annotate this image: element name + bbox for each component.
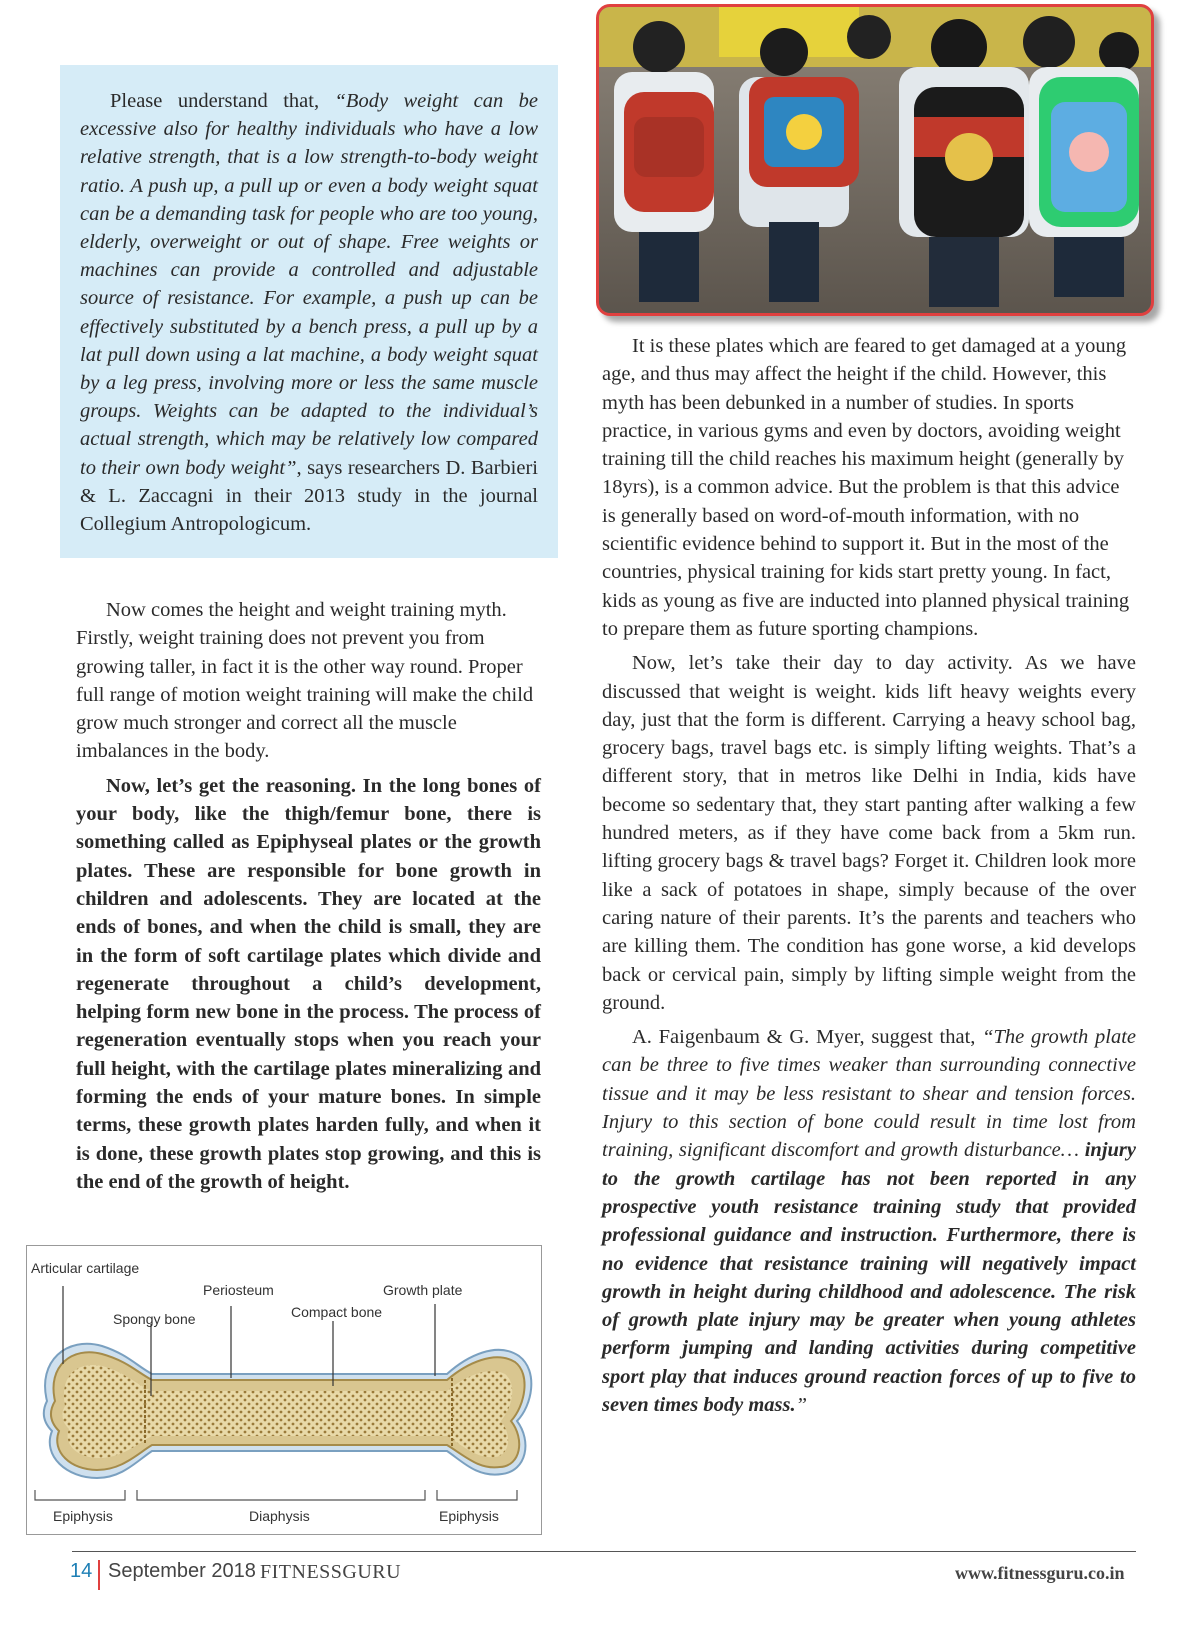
faigenbaum-quote-italic: “The growth plate can be three to five times weaker than surrounding connective tissue and it may be less resistant to shear and tension forces. Injury to this section of bone could result in time lost from training, significant discomfort and growth disturbance… [602,1026,1137,1162]
children-backpacks-photo [596,4,1154,316]
issue-date: September 2018 [108,1560,256,1582]
left-paragraph-1: Now comes the height and weight training myth. Firstly, weight training does not prevent you from growing taller, in fact it is the other way round. Proper full range of motion weight training will make the child grow much stronger and correct all the muscle imbalances in the body. [76,599,534,763]
label-epiphysis-left: Epiphysis [53,1508,113,1524]
footer-separator [98,1560,100,1590]
left-column [76,596,541,1196]
faigenbaum-lead: A. Faigenbaum & G. Myer, suggest that, [632,1026,983,1049]
footer-rule [72,1551,1136,1552]
quote-box [60,65,558,558]
bone-drawing [27,1246,541,1534]
quote-lead: Please understand that, [110,90,335,112]
magazine-name: FITNESSGURU [260,1561,402,1583]
right-column [602,332,1136,1425]
faigenbaum-quote-bold: injury to the growth cartilage has not been reported in any prospective youth resistance training study that provided professional guidance and instruction. Furthermore, there is no evidence that resistance training will negatively impact growth in height during childhood and adolescence. The risk of growth plate injury may be greater when young athletes perform jumping and landing activities during competitive sport play that induces ground reaction forces of up to five to seven times body mass. [602,1139,1136,1416]
left-paragraph-2: Now, let’s get the reasoning. In the long bones of your body, like the thigh/femur bone, there is something called as Epiphyseal plates or the growth plates. These are responsible for bone growth in children and adolescents. They are located at the ends of bones, and when the child is small, they are in the form of soft cartilage plates which divide and regenerate throughout a child’s development, helping form new bone in the process. The process of regeneration eventually stops when you reach your full height, with the cartilage plates mineralizing and forming the ends of your mature bones. In simple terms, these growth plates harden fully, and when it is done, these growth plates stop growing, and this is the end of the growth of height. [76,774,541,1193]
photo-illustration [599,7,1151,313]
quote-paragraph [80,87,538,538]
bone-diagram [26,1245,542,1535]
quote-attribution: , says researchers D. Barbieri & L. Zaccagni in their 2013 study in the journal Collegium Antropologicum. [80,456,538,536]
page-number: 14 [70,1560,93,1582]
website-url[interactable]: www.fitnessguru.co.in [955,1563,1125,1583]
quote-text: “Body weight can be excessive also for healthy individuals who have a low relative strength, that is a low strength-to-body weight ratio. A push up, a pull up or even a body weight squat can be a demanding task for people who are too young, elderly, overweight or out of shape. Free weights or machines can provide a controlled and adjustable source of resistance. For example, a push up can be effectively substituted by a bench press, a pull up by a lat pull down using a lat machine, a body weight squat by a leg press, involving more or less the same muscle groups. Weights can be adapted to the individual’s actual strength, which may be relatively low compared to their own body weight” [80,90,539,479]
right-paragraph-2: Now, let’s take their day to day activity. As we have discussed that weight is weight. kids lift heavy weights every day, just that the form is different. Carrying a heavy school bag, grocery bags, travel bags etc. is simply lifting weights. That’s a different story, that in metros like Delhi in India, kids have become so sedentary that, they start panting after walking a few hundred meters, as if they have come back from a 5km run. lifting grocery bags & travel bags? Forget it. Children look more like a sack of potatoes in shape, simply because of the over caring nature of their parents. It’s the parents and teachers who are killing them. The condition has gone worse, a kid develops back or cervical pain, simply by lifting simple weight from the ground. [602,652,1136,1014]
label-growth-plate: Growth plate [383,1282,463,1298]
faigenbaum-quote-end: ” [795,1393,807,1416]
label-diaphysis: Diaphysis [249,1508,310,1524]
label-spongy-bone: Spongy bone [113,1311,196,1327]
right-paragraph-3 [602,1023,1136,1419]
label-articular-cartilage: Articular cartilage [31,1260,140,1276]
right-paragraph-1: It is these plates which are feared to get damaged at a young age, and thus may affect the height if the child. However, this myth has been debunked in a number of studies. In sports practice, in various gyms and even by doctors, avoiding weight training till the child reaches his maximum height (generally by 18yrs), is a common advice. But the problem is that this advice is generally based on word-of-mouth information, with no scientific evidence behind to support it. But in the most of the countries, physical training for kids start pretty young. In fact, kids as young as five are inducted into planned physical training to prepare them as future sporting champions. [602,335,1130,640]
label-periosteum: Periosteum [203,1282,274,1298]
label-epiphysis-right: Epiphysis [439,1508,499,1524]
label-compact-bone: Compact bone [291,1304,383,1320]
